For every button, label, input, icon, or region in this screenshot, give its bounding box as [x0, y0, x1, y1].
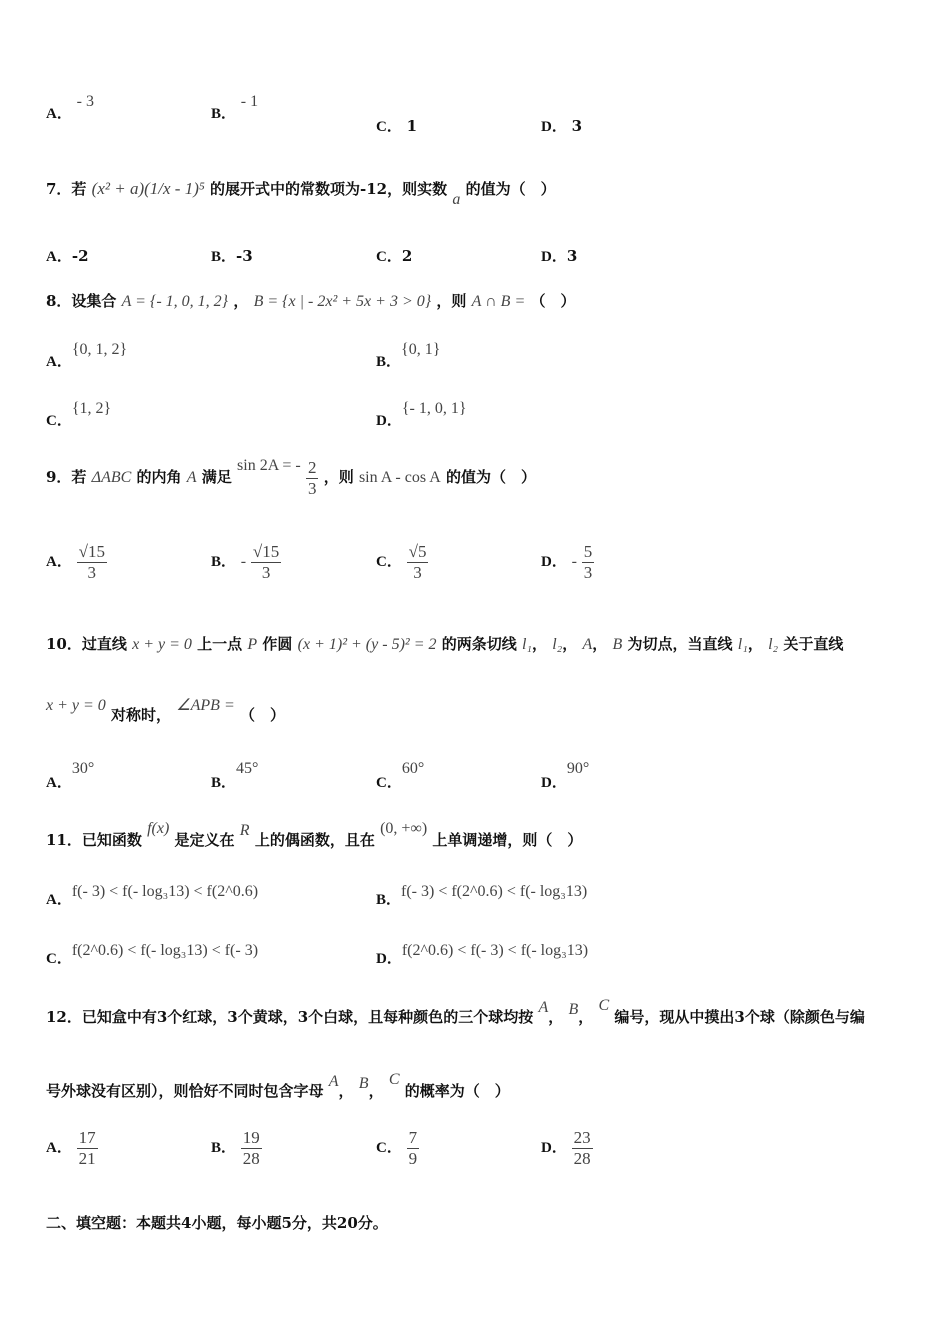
q12-option-a: A． $\frac{17}{21}$	[46, 1128, 96, 1168]
q12-stem-line1: 12．已知盒中有3个红球，3个黄球，3个白球，且每种颜色的三个球均按 A， B， C 编号，现从中摸出3个球（除颜色与编	[46, 997, 865, 1026]
q6-option-a: A． - 3	[46, 93, 94, 122]
q11-stem: 11．已知函数 f(x) 是定义在 R 上的偶函数，且在 (0, +∞) 上单调递增，则（ ）	[46, 820, 583, 849]
q8-option-a: A．{0, 1, 2}	[46, 341, 128, 370]
q7-stem: 7．若 (x² + a)(1/x - 1)⁵ 的展开式中的常数项为-12，则实数 a 的值为（ ）	[46, 179, 556, 208]
q11-option-c: C．f(2^0.6) < f(- log₃13) < f(- 3)	[46, 942, 259, 967]
q6-option-d: D． 3	[541, 117, 583, 135]
q7-option-d: D．3	[541, 247, 578, 265]
q8-option-d: D．{- 1, 0, 1}	[376, 400, 467, 429]
q7-option-c: C．2	[376, 247, 413, 265]
q9-option-c: C． $\frac{√5}{3}$	[376, 542, 427, 582]
q12-option-c: C． $\frac{7}{9}$	[376, 1128, 418, 1168]
q8-stem: 8．设集合 A = {- 1, 0, 1, 2} ， B = {x | - 2x² + 5x + 3 > 0} ，则 A ∩ B = （ ）	[46, 292, 576, 310]
q7-option-a: A．-2	[46, 247, 89, 265]
q10-option-b: B．45°	[211, 760, 259, 791]
q9-option-b: B． - $\frac{√15}{3}$	[211, 542, 280, 582]
q8-option-b: B．{0, 1}	[376, 341, 441, 370]
q12-stem-line2: 号外球没有区别），则恰好不同时包含字母 A， B， C 的概率为（ ）	[46, 1071, 510, 1100]
q11-option-a: A．f(- 3) < f(- log₃13) < f(2^0.6)	[46, 883, 259, 908]
q10-stem-line2: x + y = 0 对称时， ∠APB = （ ）	[46, 697, 285, 724]
q6-option-b: B． - 1	[211, 93, 259, 122]
q11-option-d: D．f(2^0.6) < f(- 3) < f(- log₃13)	[376, 942, 589, 967]
q10-option-c: C．60°	[376, 760, 425, 791]
q7-option-b: B．-3	[211, 247, 253, 265]
q12-option-d: D． $\frac{23}{28}$	[541, 1128, 591, 1168]
q10-option-d: D．90°	[541, 760, 590, 791]
q11-option-b: B．f(- 3) < f(2^0.6) < f(- log₃13)	[376, 883, 588, 908]
q10-option-a: A．30°	[46, 760, 95, 791]
q9-option-d: D． - $\frac{5}{3}$	[541, 542, 593, 582]
q9-option-a: A． $\frac{√15}{3}$	[46, 542, 105, 582]
q8-option-c: C．{1, 2}	[46, 400, 112, 429]
q12-option-b: B． $\frac{19}{28}$	[211, 1128, 260, 1168]
q9-stem: 9．若 ΔABC 的内角 A 满足 sin 2A = - $\frac{2}{3}$ ，则 sin A - cos A 的值为（ ）	[46, 457, 536, 498]
q9-cond-fraction: $\frac{2}{3}$	[307, 458, 317, 498]
section-heading: 二、填空题：本题共4小题，每小题5分，共20分。	[46, 1214, 388, 1232]
q6-option-c: C． 1	[376, 117, 418, 135]
q10-stem-line1: 10．过直线 x + y = 0 上一点 P 作圆 (x + 1)² + (y - 5)² = 2 的两条切线 l₁， l₂， A， B 为切点，当直线 l₁， l₂ 关于直线	[46, 635, 844, 653]
